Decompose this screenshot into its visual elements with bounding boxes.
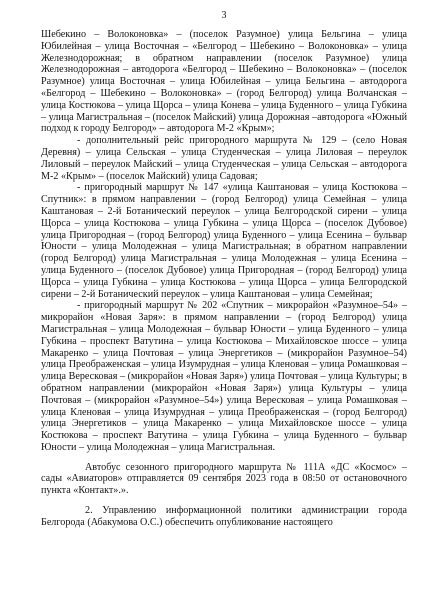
paragraph-route-129: - дополнительный рейс пригородного маршрута № 129 – (село Новая Деревня) – улица Сельская – улица Студенческая – улица Лиловая – переулок Лиловый – переулок Майский – улица Студенческая – улица Сельская – автодорога М-2 «Крым» – (поселок Майский) улица Садовая;	[41, 135, 407, 182]
paragraph-route-202: - пригородный маршрут № 202 «Спутник – микрорайон «Разумное–54» – микрорайон «Новая Заря»: в прямом направлении – (город Белгород) улица Магистральная – улица Молодежная – бульвар Юности – улица Буденного – улица Губкина – проспект Ватутина – улица Костюкова – Михайловское шоссе – улица Макаренко – улица Почтовая – улица Энергетиков – (микрорайон Разумное–54) улица Преображенская – улица Изумрудная – улица Кленовая – улица Ромашковая – улица Вересковая – (микрорайон «Новая Заря») улица Почтовая – улица Культуры; в обратном направлении (микрорайон «Новая Заря») улица Культуры – улица Почтовая – (микрорайон «Разумное–54») улица Вересковая – улица Ромашковая – улица Кленовая – улица Изумрудная – улица Преображенская – (город Белгород) улица Энергетиков – улица Макаренко – улица Михайловское шоссе – улица Костюкова – проспект Ватутина – улица Губкина – улица Буденного – бульвар Юности – улица Молодежная – улица Магистральная.	[41, 300, 407, 453]
paragraph-route-147: - пригородный маршрут № 147 «улица Каштановая – улица Костюкова – Спутник»: в прямом направлении – (город Белгород) улица Семейная – улица Каштановая – 2-й Ботанический переулок – улица Белгородской сирени – улица Щорса – улица Костюкова – улица Губкина – улица Щорса – (поселок Дубовое) улица Пригородная – (город Белгород) улица Буденного – улица Есенина – бульвар Юности – улица Молодежная – улица Магистральная; в обратном направлении (город Белгород) улица Магистральная – улица Молодежная – улица Есенина – улица Буденного – (поселок Дубовое) улица Пригородная – (город Белгород) улица Щорса – улица Губкина – улица Костюкова – улица Щорса – улица Белгородской сирени – 2-й Ботанический переулок – улица Каштановая – улица Семейная;	[41, 182, 407, 300]
paragraph-route-continuation: Шебекино – Волоконовка» – (поселок Разумное) улица Бельгина – улица Юбилейная – улица Восточная – «Белгород – Шебекино – Волоконовка» – улица Железнодорожная; в обратном направлении (поселок Разумное) улица Железнодорожная – автодорога «Белгород – Шебекино – Волоконовка» – (поселок Разумное) улица Восточная – улица Юбилейная – улица Бельгина – автодорога «Белгород – Шебекино – Волоконовка» – (город Белгород) улица Волчанская – улица Костюкова – улица Щорса – улица Конева – улица Буденного – улица Губкина – улица Магистральная – (поселок Майский) улица Дорожная –автодорога «Южный подход к городу Белгород» – автодорога М-2 «Крым»;	[41, 29, 407, 135]
paragraph-route-111a: Автобус сезонного пригородного маршрута № 111А «ДС «Космос» – сады «Авиаторов» отправляется 09 сентября 2023 года в 08:50 от остановочного пункта «Контакт».».	[41, 461, 407, 497]
document-body	[41, 29, 407, 529]
paragraph-item-2: 2. Управлению информационной политики администрации города Белгорода (Абакумова О.С.) обеспечить опубликование настоящего	[41, 505, 407, 528]
page-number: 3	[221, 10, 227, 21]
